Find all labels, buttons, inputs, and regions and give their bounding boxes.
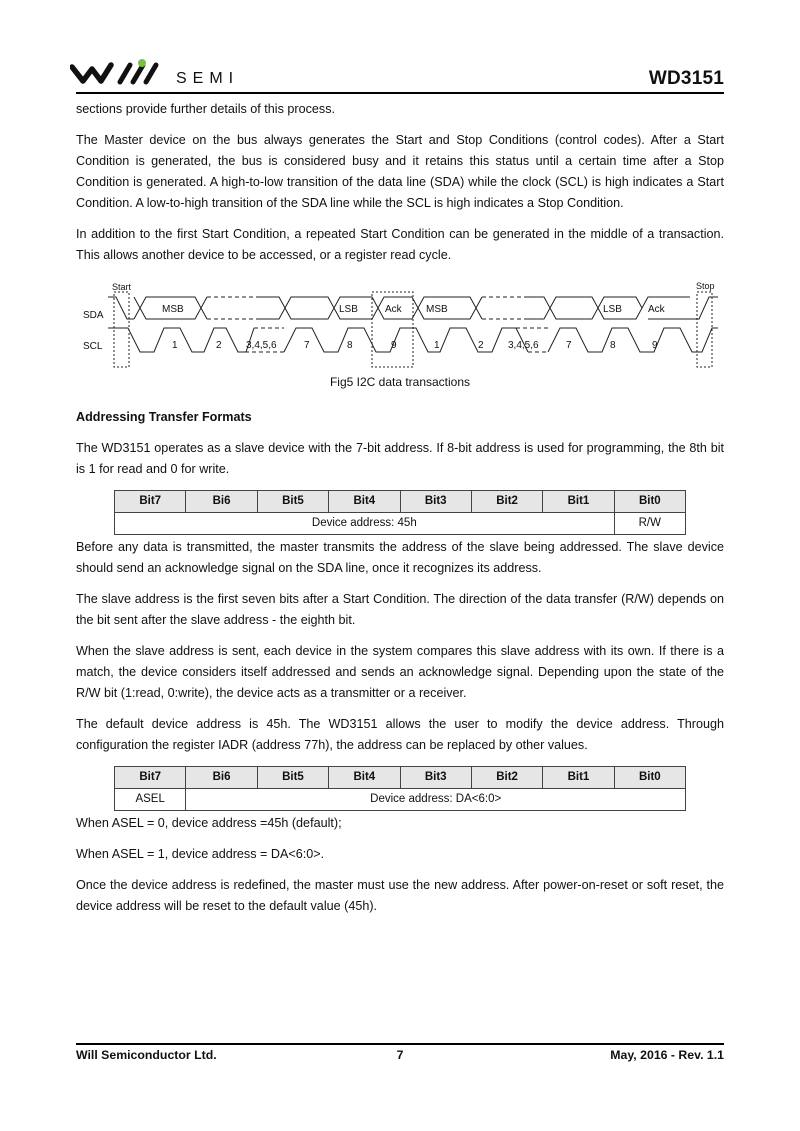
clk2-label-1: 1 xyxy=(434,340,440,351)
section-heading: Addressing Transfer Formats xyxy=(76,410,252,424)
clk2-label-2: 2 xyxy=(478,340,484,351)
table-header-cell: Bi6 xyxy=(186,767,257,789)
paragraph-address-transmit: Before any data is transmitted, the master transmits the address of the slave being addressed. The slave device should send an acknowledge signal on the SDA line, once it recognizes its address. xyxy=(76,540,724,575)
paragraph-intro: sections provide further details of this process. xyxy=(76,102,335,116)
sda-label: SDA xyxy=(83,310,104,321)
stop-condition-box xyxy=(697,292,712,367)
sda-msb2-text: MSB xyxy=(426,304,448,315)
table-header-row xyxy=(115,767,686,789)
clk-label-8: 8 xyxy=(347,340,353,351)
table-header-cell: Bit0 xyxy=(614,767,685,789)
scl-label: SCL xyxy=(83,341,103,352)
table-header-cell: Bit4 xyxy=(329,767,400,789)
register-table-iadr xyxy=(114,766,686,811)
paragraph-asel-1: When ASEL = 1, device address = DA<6:0>. xyxy=(76,847,325,861)
sda-mid-segment xyxy=(285,297,334,319)
paragraph-repeated-start: In addition to the first Start Condition, a repeated Start Condition can be generated in the middle of a transaction. This allows another device to be accessed, or a register read cycle. xyxy=(76,227,724,262)
table-header-cell: Bit3 xyxy=(400,491,471,513)
paragraph-default-address: The default device address is 45h. The WD3151 allows the user to modify the device address. Through configuration the register IADR (address 77h), the address can be replaced by other values. xyxy=(76,717,724,752)
clk-label-9: 9 xyxy=(391,340,397,351)
start-condition-box xyxy=(114,292,129,367)
sda-lsb-text: LSB xyxy=(339,304,358,315)
clk2-label-mid: 3,4,5,6 xyxy=(508,340,539,351)
stop-label: Stop xyxy=(696,281,715,291)
table-header-cell: Bit1 xyxy=(543,491,614,513)
sda-ack-text: Ack xyxy=(385,304,402,315)
sda-lsb2-text: LSB xyxy=(603,304,622,315)
clk-label-2: 2 xyxy=(216,340,222,351)
footer-company: Will Semiconductor Ltd. xyxy=(76,1048,217,1062)
paragraph-first-seven-bits: The slave address is the first seven bits after a Start Condition. The direction of the data transfer (R/W) depends on the bit sent after the slave address - the eighth bit. xyxy=(76,592,724,627)
clk2-label-7: 7 xyxy=(566,340,572,351)
paragraph-start-stop: The Master device on the bus always generates the Start and Stop Conditions (control codes). After a Start Condition is generated, the bus is considered busy and it retains this status until a certain time after a Stop Condition is generated. A high-to-low transition of the data line (SDA) while the clock (SCL) is high indicates a Start Condition. A low-to-high transition of the SDA line while the SCL is high indicates a Stop Condition. xyxy=(76,133,724,210)
footer-rule xyxy=(76,1043,724,1045)
asel-cell: ASEL xyxy=(115,789,186,811)
table-header-row xyxy=(115,491,686,513)
sda-ack2-text: Ack xyxy=(648,304,665,315)
company-logo xyxy=(70,58,260,88)
table-header-cell: Bit1 xyxy=(543,767,614,789)
table-header-cell: Bit4 xyxy=(329,491,400,513)
document-id: WD3151 xyxy=(648,68,724,89)
table-header-cell: Bit5 xyxy=(257,491,328,513)
page-content xyxy=(76,99,724,927)
rw-cell: R/W xyxy=(614,513,685,535)
table-header-cell: Bit5 xyxy=(257,767,328,789)
sda-msb-text: MSB xyxy=(162,304,184,315)
table-header-cell: Bit0 xyxy=(614,491,685,513)
clk2-label-8: 8 xyxy=(610,340,616,351)
sda-start-edge xyxy=(108,297,134,319)
table-header-cell: Bi6 xyxy=(186,491,257,513)
paragraph-asel-0: When ASEL = 0, device address =45h (default); xyxy=(76,816,342,830)
table-header-cell: Bit7 xyxy=(115,767,186,789)
figure-caption: Fig5 I2C data transactions xyxy=(329,375,471,389)
clk-label-mid: 3,4,5,6 xyxy=(246,340,277,351)
paragraph-redefined-address: Once the device address is redefined, the master must use the new address. After power-on-reset or soft reset, the device address will be reset to the default value (45h). xyxy=(76,878,724,913)
header-rule xyxy=(76,92,724,94)
table-row xyxy=(115,789,686,811)
table-header-cell: Bit7 xyxy=(115,491,186,513)
will-semi-logo-icon xyxy=(70,58,260,88)
paragraph-address-compare: When the slave address is sent, each device in the system compares this slave address with its own. If there is a match, the device considers itself addressed and sends an acknowledge signal. Depending upon the state of the R/W bit (1:read, 0:write), the device acts as a transmitter or a receiver. xyxy=(76,644,724,700)
clk-label-1: 1 xyxy=(172,340,178,351)
footer-date-revision: May, 2016 - Rev. 1.1 xyxy=(610,1048,724,1062)
clk-label-7: 7 xyxy=(304,340,310,351)
scl-waveform-a xyxy=(108,328,254,352)
scl-waveform-b xyxy=(284,328,528,352)
table-header-cell: Bit2 xyxy=(471,491,542,513)
device-address-cell: Device address: DA<6:0> xyxy=(186,789,686,811)
i2c-timing-diagram xyxy=(76,280,724,368)
logo-text: SEMI xyxy=(176,70,240,87)
device-address-cell: Device address: 45h xyxy=(115,513,615,535)
table-header-cell: Bit3 xyxy=(400,767,471,789)
clk2-label-9: 9 xyxy=(652,340,658,351)
start-label: Start xyxy=(112,282,132,292)
register-table-default-address xyxy=(114,490,686,535)
footer-page-number: 7 xyxy=(396,1048,404,1062)
table-row xyxy=(115,513,686,535)
paragraph-slave-address: The WD3151 operates as a slave device with the 7-bit address. If 8-bit address is used for programming, the 8th bit is 1 for read and 0 for write. xyxy=(76,441,724,476)
scl-waveform-c xyxy=(548,328,718,352)
table-header-cell: Bit2 xyxy=(471,767,542,789)
sda-dashed-bits xyxy=(207,297,256,319)
